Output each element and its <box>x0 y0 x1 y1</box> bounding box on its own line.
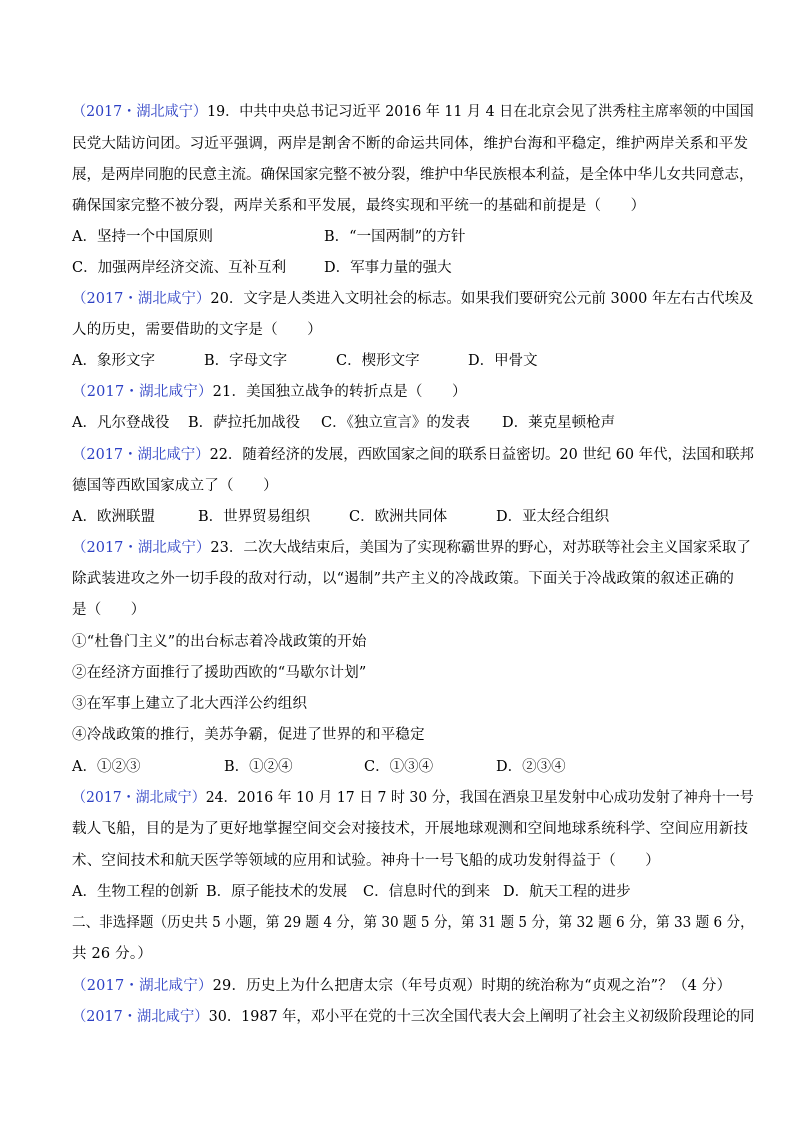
q22-option-c: C．欧洲共同体 <box>349 509 448 525</box>
q24-option-a: A．生物工程的创新 <box>72 884 199 900</box>
source-tag: （2017・湖北咸宁） <box>72 1009 209 1025</box>
q23-options <box>72 757 732 777</box>
q19-line-1: （2017・湖北咸宁）19．中共中央总书记习近平 2016 年 11 月 4 日在北京会见了洪秀柱主席率领的中国国 <box>72 104 754 120</box>
source-tag: （2017・湖北咸宁） <box>72 384 213 400</box>
source-tag: （2017・湖北咸宁） <box>72 291 211 307</box>
q24-line-1: （2017・湖北咸宁）24．2016 年 10 月 17 日 7 时 30 分，我国在酒泉卫星发射中心成功发射了神舟十一号 <box>72 790 754 806</box>
q21-option-c: C．《独立宣言》的发表 <box>321 415 470 431</box>
q24-line-3: 术、空间技术和航天医学等领域的应用和试验。神舟十一号飞船的成功发射得益于（ ） <box>72 853 660 869</box>
q19-line-2: 民党大陆访问团。习近平强调，两岸是割舍不断的命运共同体，维护台海和平稳定，维护两岸关系和平发 <box>72 136 749 152</box>
section2-heading-cont: 共 26 分。） <box>72 946 153 962</box>
q19-option-a: A．坚持一个中国原则 <box>72 229 213 245</box>
section2-heading: 二、非选择题（历史共 5 小题，第 29 题 4 分，第 30 题 5 分，第 31 题 5 分，第 32 题 6 分，第 33 题 6 分， <box>72 915 754 931</box>
q19-option-d: D．军事力量的强大 <box>324 260 452 276</box>
q22-line-2: 德国等西欧国家成立了（ ） <box>72 478 278 494</box>
q23-item-3: ③在军事上建立了北大西洋公约组织 <box>72 696 308 712</box>
q19-options-row-1 <box>72 227 732 247</box>
q19-line-4: 确保国家完整不被分裂，两岸关系和平发展，最终实现和平统一的基础和前提是（ ） <box>72 198 646 214</box>
q20-option-b: B．字母文字 <box>204 353 288 369</box>
q23-item-2: ②在经济方面推行了援助西欧的“马歇尔计划” <box>72 665 367 681</box>
q21-options <box>72 413 732 433</box>
q24-option-c: C．信息时代的到来 <box>363 884 491 900</box>
q21-line-1: （2017・湖北咸宁）21．美国独立战争的转折点是（ ） <box>72 384 467 400</box>
q24-option-d: D．航天工程的进步 <box>503 884 631 900</box>
q24-line-2: 载人飞船，目的是为了更好地掌握空间交会对接技术，开展地球观测和空间地球系统科学、空间应用新技 <box>72 821 749 837</box>
q23-line-2: 除武装进攻之外一切手段的敌对行动，以“遏制”共产主义的冷战政策。下面关于冷战政策的叙述正确的 <box>72 571 735 587</box>
q23-option-d: D．②③④ <box>496 759 566 775</box>
source-tag: （2017・湖北咸宁） <box>72 790 206 806</box>
q20-option-c: C．楔形文字 <box>336 353 420 369</box>
q23-line-3: 是（ ） <box>72 602 146 618</box>
q22-option-a: A．欧洲联盟 <box>72 509 155 525</box>
q19-options-row-2 <box>72 258 732 278</box>
q20-option-a: A．象形文字 <box>72 353 155 369</box>
q22-line-1: （2017・湖北咸宁）22．随着经济的发展，西欧国家之间的联系日益密切。20 世纪 60 年代，法国和联邦 <box>72 447 754 463</box>
q24-option-b: B．原子能技术的发展 <box>206 884 348 900</box>
q22-option-b: B．世界贸易组织 <box>198 509 311 525</box>
q20-options <box>72 351 732 371</box>
q20-line-2: 人的历史，需要借助的文字是（ ） <box>72 322 322 338</box>
source-tag: （2017・湖北咸宁） <box>72 978 213 994</box>
q29-line-1: （2017・湖北咸宁）29．历史上为什么把唐太宗（年号贞观）时期的统治称为“贞观之治”？（4 分） <box>72 978 732 994</box>
q19-line-3: 展，是两岸同胞的民意主流。确保国家完整不被分裂，维护中华民族根本利益，是全体中华儿女共同意志， <box>72 167 754 183</box>
q23-item-4: ④冷战政策的推行，美苏争霸，促进了世界的和平稳定 <box>72 727 425 743</box>
q23-item-1: ①“杜鲁门主义”的出台标志着冷战政策的开始 <box>72 634 367 650</box>
q19-option-b: B．“一国两制”的方针 <box>324 229 466 245</box>
q23-option-c: C．①③④ <box>364 759 434 775</box>
q22-option-d: D．亚太经合组织 <box>496 509 610 525</box>
q23-line-1: （2017・湖北咸宁）23．二次大战结束后，美国为了实现称霸世界的野心，对苏联等社会主义国家采取了 <box>72 540 751 556</box>
source-tag: （2017・湖北咸宁） <box>72 540 211 556</box>
q21-option-b: B．萨拉托加战役 <box>188 415 301 431</box>
q19-option-c: C．加强两岸经济交流、互补互利 <box>72 260 287 276</box>
q21-option-d: D．莱克星顿枪声 <box>502 415 616 431</box>
q23-option-b: B．①②④ <box>224 759 293 775</box>
q21-option-a: A．凡尔登战役 <box>72 415 170 431</box>
q23-option-a: A．①②③ <box>72 759 141 775</box>
source-tag: （2017・湖北咸宁） <box>72 104 208 120</box>
q22-options <box>72 507 732 527</box>
q30-line-1: （2017・湖北咸宁）30．1987 年，邓小平在党的十三次全国代表大会上阐明了社会主义初级阶段理论的同 <box>72 1009 755 1025</box>
source-tag: （2017・湖北咸宁） <box>72 447 210 463</box>
q20-option-d: D．甲骨文 <box>468 353 538 369</box>
q20-line-1: （2017・湖北咸宁）20．文字是人类进入文明社会的标志。如果我们要研究公元前 3000 年左右古代埃及 <box>72 291 754 307</box>
q24-options <box>72 882 732 902</box>
